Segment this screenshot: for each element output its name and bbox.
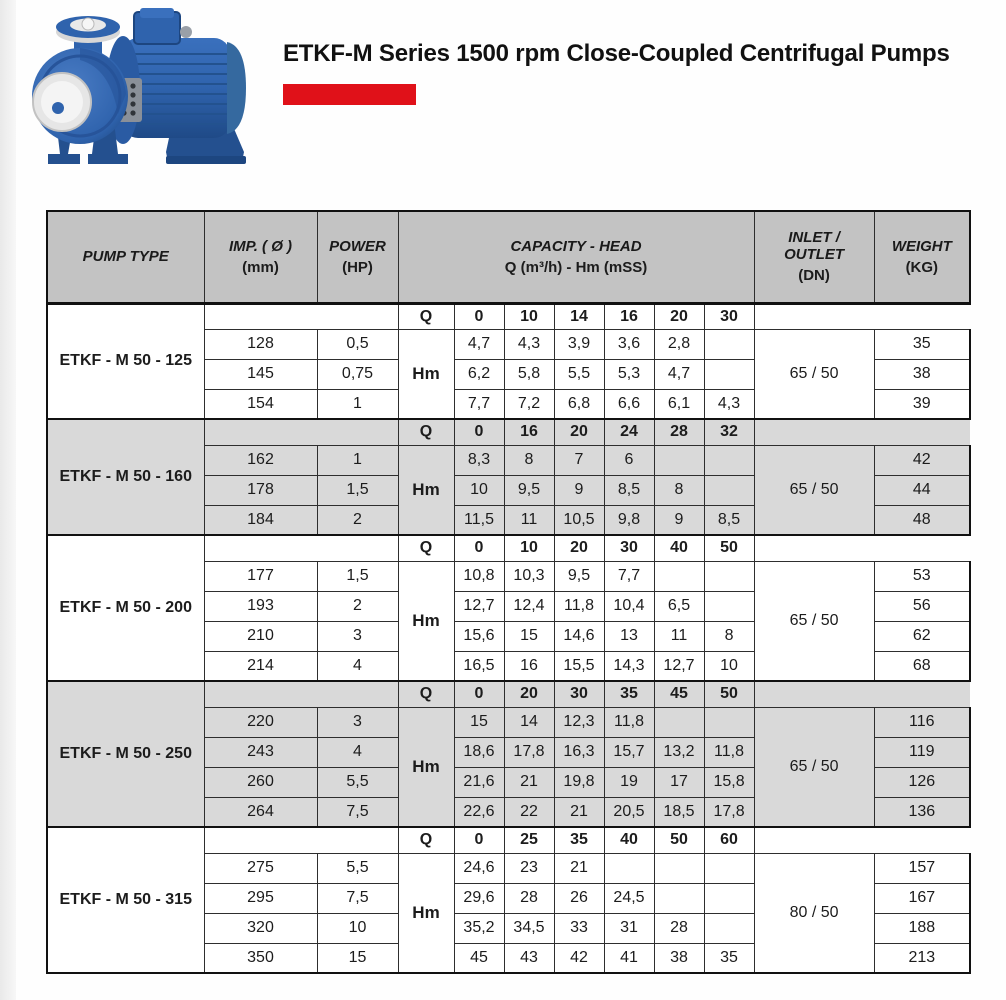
header-weight	[874, 211, 970, 303]
hm-value-cell: 12,7	[654, 651, 704, 681]
pump-type-cell: ETKF - M 50 - 250	[47, 681, 204, 827]
pump-type-cell: ETKF - M 50 - 125	[47, 303, 204, 419]
hm-row-label: Hm	[398, 853, 454, 973]
power-cell: 0,75	[317, 359, 398, 389]
blank-right-cell	[754, 419, 970, 445]
hm-value-cell: 31	[604, 913, 654, 943]
q-value-cell: 40	[654, 535, 704, 561]
hm-value-cell: 21	[554, 853, 604, 883]
hm-value-cell: 10,8	[454, 561, 504, 591]
q-value-cell: 0	[454, 303, 504, 329]
q-header-row	[47, 303, 970, 329]
weight-cell: 213	[874, 943, 970, 973]
hm-value-cell: 12,3	[554, 707, 604, 737]
hm-value-cell: 22	[504, 797, 554, 827]
power-cell: 5,5	[317, 767, 398, 797]
hm-value-cell: 17	[654, 767, 704, 797]
header-inlet-outlet	[754, 211, 874, 303]
hm-value-cell: 20,5	[604, 797, 654, 827]
power-cell: 2	[317, 505, 398, 535]
impeller-cell: 264	[204, 797, 317, 827]
impeller-cell: 243	[204, 737, 317, 767]
q-value-cell: 16	[504, 419, 554, 445]
hm-row-label: Hm	[398, 707, 454, 827]
q-value-cell: 0	[454, 535, 504, 561]
power-cell: 7,5	[317, 883, 398, 913]
hm-value-cell: 19	[604, 767, 654, 797]
hm-value-cell: 24,6	[454, 853, 504, 883]
header-capacity-head	[398, 211, 754, 303]
hm-value-cell: 15,7	[604, 737, 654, 767]
impeller-cell: 145	[204, 359, 317, 389]
hm-value-cell: 23	[504, 853, 554, 883]
hm-value-cell: 35	[704, 943, 754, 973]
header-impeller-label: IMP. ( Ø )	[228, 237, 293, 255]
q-value-cell: 35	[554, 827, 604, 853]
weight-cell: 136	[874, 797, 970, 827]
q-value-cell: 20	[554, 419, 604, 445]
weight-cell: 119	[874, 737, 970, 767]
hm-value-cell: 11,8	[554, 591, 604, 621]
q-header-row	[47, 535, 970, 561]
hm-value-cell: 11,5	[454, 505, 504, 535]
hm-value-cell: 9,5	[504, 475, 554, 505]
hm-value-cell: 15,5	[554, 651, 604, 681]
weight-cell: 38	[874, 359, 970, 389]
pump-type-cell: ETKF - M 50 - 200	[47, 535, 204, 681]
hm-value-cell: 14,6	[554, 621, 604, 651]
hm-value-cell: 5,8	[504, 359, 554, 389]
hm-value-cell: 6,5	[654, 591, 704, 621]
impeller-cell: 162	[204, 445, 317, 475]
weight-cell: 39	[874, 389, 970, 419]
hm-value-cell	[704, 883, 754, 913]
hm-value-cell: 43	[504, 943, 554, 973]
header-pump-type-label: PUMP TYPE	[82, 248, 169, 266]
impeller-cell: 210	[204, 621, 317, 651]
pump-section	[47, 827, 970, 973]
header-power-label: POWER	[329, 237, 386, 255]
hm-value-cell: 21,6	[454, 767, 504, 797]
impeller-cell: 214	[204, 651, 317, 681]
hm-value-cell: 2,8	[654, 329, 704, 359]
hm-value-cell: 21	[504, 767, 554, 797]
weight-cell: 157	[874, 853, 970, 883]
q-row-label: Q	[398, 535, 454, 561]
blank-right-cell	[754, 827, 970, 853]
weight-cell: 48	[874, 505, 970, 535]
hm-value-cell: 6,8	[554, 389, 604, 419]
q-value-cell: 16	[604, 303, 654, 329]
hm-value-cell: 9,5	[554, 561, 604, 591]
weight-cell: 167	[874, 883, 970, 913]
hm-value-cell: 11,8	[704, 737, 754, 767]
power-cell: 1	[317, 389, 398, 419]
hm-value-cell: 5,5	[554, 359, 604, 389]
hm-value-cell	[604, 853, 654, 883]
q-row-label: Q	[398, 681, 454, 707]
hm-value-cell: 11,8	[604, 707, 654, 737]
q-value-cell: 0	[454, 827, 504, 853]
impeller-cell: 177	[204, 561, 317, 591]
inlet-outlet-cell: 65 / 50	[754, 707, 874, 827]
power-cell: 3	[317, 707, 398, 737]
inlet-outlet-cell: 65 / 50	[754, 329, 874, 419]
header-inlet-outlet-label: INLET / OUTLET	[784, 229, 845, 264]
hm-value-cell: 9,8	[604, 505, 654, 535]
q-value-cell: 25	[504, 827, 554, 853]
power-cell: 5,5	[317, 853, 398, 883]
power-cell: 10	[317, 913, 398, 943]
hm-value-cell: 4,3	[704, 389, 754, 419]
inlet-outlet-cell: 80 / 50	[754, 853, 874, 973]
hm-value-cell: 8,5	[604, 475, 654, 505]
power-cell: 4	[317, 737, 398, 767]
blank-right-cell	[754, 535, 970, 561]
hm-value-cell: 6	[604, 445, 654, 475]
hm-value-cell: 9	[554, 475, 604, 505]
q-value-cell: 0	[454, 681, 504, 707]
hm-value-cell: 15	[504, 621, 554, 651]
header-impeller	[204, 211, 317, 303]
hm-value-cell: 28	[654, 913, 704, 943]
header-inlet-outlet-unit: (DN)	[798, 267, 830, 285]
weight-cell: 56	[874, 591, 970, 621]
q-value-cell: 50	[704, 681, 754, 707]
hm-value-cell	[654, 853, 704, 883]
power-cell: 4	[317, 651, 398, 681]
hm-row-label: Hm	[398, 329, 454, 419]
hm-value-cell: 8	[704, 621, 754, 651]
hm-value-cell	[704, 475, 754, 505]
hm-value-cell: 6,6	[604, 389, 654, 419]
weight-cell: 188	[874, 913, 970, 943]
hm-value-cell: 12,7	[454, 591, 504, 621]
spec-table	[46, 210, 971, 974]
hm-value-cell: 7,7	[604, 561, 654, 591]
impeller-cell: 128	[204, 329, 317, 359]
hm-value-cell: 13,2	[654, 737, 704, 767]
q-value-cell: 10	[504, 303, 554, 329]
inlet-outlet-cell: 65 / 50	[754, 561, 874, 681]
pump-product-image	[22, 2, 260, 174]
hm-value-cell: 24,5	[604, 883, 654, 913]
power-cell: 2	[317, 591, 398, 621]
q-header-row	[47, 681, 970, 707]
q-value-cell: 10	[504, 535, 554, 561]
header-weight-label: WEIGHT	[891, 237, 952, 255]
impeller-cell: 260	[204, 767, 317, 797]
power-cell: 1,5	[317, 561, 398, 591]
impeller-cell: 220	[204, 707, 317, 737]
pump-section	[47, 681, 970, 827]
pump-section	[47, 303, 970, 419]
header-capacity-unit: Q (m³/h) - Hm (mSS)	[504, 258, 648, 276]
hm-value-cell: 10,5	[554, 505, 604, 535]
hm-value-cell: 14,3	[604, 651, 654, 681]
pump-section	[47, 419, 970, 535]
q-value-cell: 50	[704, 535, 754, 561]
hm-value-cell: 29,6	[454, 883, 504, 913]
hm-value-cell	[704, 359, 754, 389]
impeller-cell: 178	[204, 475, 317, 505]
weight-cell: 44	[874, 475, 970, 505]
pump-type-cell: ETKF - M 50 - 160	[47, 419, 204, 535]
hm-value-cell	[704, 707, 754, 737]
hm-value-cell: 35,2	[454, 913, 504, 943]
hm-row-label: Hm	[398, 445, 454, 535]
impeller-cell: 350	[204, 943, 317, 973]
hm-value-cell: 10,3	[504, 561, 554, 591]
pump-section	[47, 535, 970, 681]
hm-value-cell: 16,3	[554, 737, 604, 767]
hm-value-cell: 7,7	[454, 389, 504, 419]
hm-value-cell: 16	[504, 651, 554, 681]
hm-value-cell: 15	[454, 707, 504, 737]
q-value-cell: 24	[604, 419, 654, 445]
hm-value-cell: 3,9	[554, 329, 604, 359]
hm-value-cell: 4,7	[454, 329, 504, 359]
q-value-cell: 30	[554, 681, 604, 707]
hm-value-cell: 15,8	[704, 767, 754, 797]
hm-value-cell: 8,3	[454, 445, 504, 475]
header-pump-type	[47, 211, 204, 303]
header-capacity-label: CAPACITY - HEAD	[510, 237, 642, 255]
hm-value-cell: 21	[554, 797, 604, 827]
spec-table-wrap	[46, 210, 971, 974]
hm-value-cell	[704, 853, 754, 883]
hm-value-cell: 18,5	[654, 797, 704, 827]
header-weight-unit: (KG)	[905, 258, 939, 276]
weight-cell: 68	[874, 651, 970, 681]
q-value-cell: 32	[704, 419, 754, 445]
hm-value-cell: 45	[454, 943, 504, 973]
blank-imp-power-cell	[204, 303, 398, 329]
power-cell: 3	[317, 621, 398, 651]
q-row-label: Q	[398, 303, 454, 329]
hm-value-cell: 17,8	[504, 737, 554, 767]
q-value-cell: 20	[554, 535, 604, 561]
q-row-label: Q	[398, 827, 454, 853]
q-value-cell: 30	[604, 535, 654, 561]
hm-row-label: Hm	[398, 561, 454, 681]
hm-value-cell: 7	[554, 445, 604, 475]
blank-imp-power-cell	[204, 827, 398, 853]
weight-cell: 42	[874, 445, 970, 475]
q-row-label: Q	[398, 419, 454, 445]
header-power	[317, 211, 398, 303]
hm-value-cell: 4,3	[504, 329, 554, 359]
impeller-cell: 275	[204, 853, 317, 883]
page-title: ETKF-M Series 1500 rpm Close-Coupled Centrifugal Pumps	[283, 40, 950, 67]
hm-value-cell: 14	[504, 707, 554, 737]
impeller-cell: 154	[204, 389, 317, 419]
hm-value-cell: 3,6	[604, 329, 654, 359]
hm-value-cell: 19,8	[554, 767, 604, 797]
blank-right-cell	[754, 681, 970, 707]
header-power-unit: (HP)	[342, 258, 373, 276]
pump-type-cell: ETKF - M 50 - 315	[47, 827, 204, 973]
hm-value-cell	[704, 561, 754, 591]
hm-value-cell: 18,6	[454, 737, 504, 767]
hm-value-cell: 11	[504, 505, 554, 535]
power-cell: 0,5	[317, 329, 398, 359]
hm-value-cell: 10	[454, 475, 504, 505]
hm-value-cell: 42	[554, 943, 604, 973]
hm-value-cell: 26	[554, 883, 604, 913]
hm-value-cell: 38	[654, 943, 704, 973]
hm-value-cell: 16,5	[454, 651, 504, 681]
hm-value-cell: 28	[504, 883, 554, 913]
power-cell: 1	[317, 445, 398, 475]
impeller-cell: 184	[204, 505, 317, 535]
hm-value-cell: 4,7	[654, 359, 704, 389]
q-value-cell: 28	[654, 419, 704, 445]
table-header	[47, 211, 970, 303]
q-header-row	[47, 419, 970, 445]
weight-cell: 126	[874, 767, 970, 797]
hm-value-cell: 22,6	[454, 797, 504, 827]
weight-cell: 62	[874, 621, 970, 651]
blank-right-cell	[754, 303, 970, 329]
blank-imp-power-cell	[204, 535, 398, 561]
hm-value-cell: 8	[504, 445, 554, 475]
q-value-cell: 35	[604, 681, 654, 707]
q-value-cell: 45	[654, 681, 704, 707]
hm-value-cell: 15,6	[454, 621, 504, 651]
hm-value-cell: 34,5	[504, 913, 554, 943]
impeller-cell: 193	[204, 591, 317, 621]
hm-value-cell: 10,4	[604, 591, 654, 621]
hm-value-cell	[704, 445, 754, 475]
power-cell: 15	[317, 943, 398, 973]
hm-value-cell: 41	[604, 943, 654, 973]
header-impeller-unit: (mm)	[242, 258, 279, 276]
power-cell: 7,5	[317, 797, 398, 827]
hm-value-cell: 8	[654, 475, 704, 505]
hm-value-cell: 33	[554, 913, 604, 943]
weight-cell: 53	[874, 561, 970, 591]
centrifugal-pump-icon	[22, 2, 260, 174]
hm-value-cell: 6,2	[454, 359, 504, 389]
hm-value-cell: 10	[704, 651, 754, 681]
inlet-outlet-cell: 65 / 50	[754, 445, 874, 535]
q-header-row	[47, 827, 970, 853]
weight-cell: 35	[874, 329, 970, 359]
blank-imp-power-cell	[204, 419, 398, 445]
impeller-cell: 320	[204, 913, 317, 943]
q-value-cell: 60	[704, 827, 754, 853]
weight-cell: 116	[874, 707, 970, 737]
hm-value-cell	[654, 707, 704, 737]
hm-value-cell: 11	[654, 621, 704, 651]
hm-value-cell	[704, 913, 754, 943]
q-value-cell: 0	[454, 419, 504, 445]
hm-value-cell	[704, 329, 754, 359]
power-cell: 1,5	[317, 475, 398, 505]
hm-value-cell	[654, 883, 704, 913]
blank-imp-power-cell	[204, 681, 398, 707]
red-accent-bar	[283, 84, 416, 105]
hm-value-cell: 12,4	[504, 591, 554, 621]
hm-value-cell: 5,3	[604, 359, 654, 389]
hm-value-cell	[654, 561, 704, 591]
page-edge-shadow	[0, 0, 16, 1000]
q-value-cell: 20	[504, 681, 554, 707]
q-value-cell: 50	[654, 827, 704, 853]
hm-value-cell: 7,2	[504, 389, 554, 419]
q-value-cell: 14	[554, 303, 604, 329]
q-value-cell: 20	[654, 303, 704, 329]
q-value-cell: 40	[604, 827, 654, 853]
impeller-cell: 295	[204, 883, 317, 913]
hm-value-cell: 9	[654, 505, 704, 535]
hm-value-cell: 6,1	[654, 389, 704, 419]
hm-value-cell: 13	[604, 621, 654, 651]
hm-value-cell	[704, 591, 754, 621]
hm-value-cell	[654, 445, 704, 475]
q-value-cell: 30	[704, 303, 754, 329]
hm-value-cell: 17,8	[704, 797, 754, 827]
hm-value-cell: 8,5	[704, 505, 754, 535]
